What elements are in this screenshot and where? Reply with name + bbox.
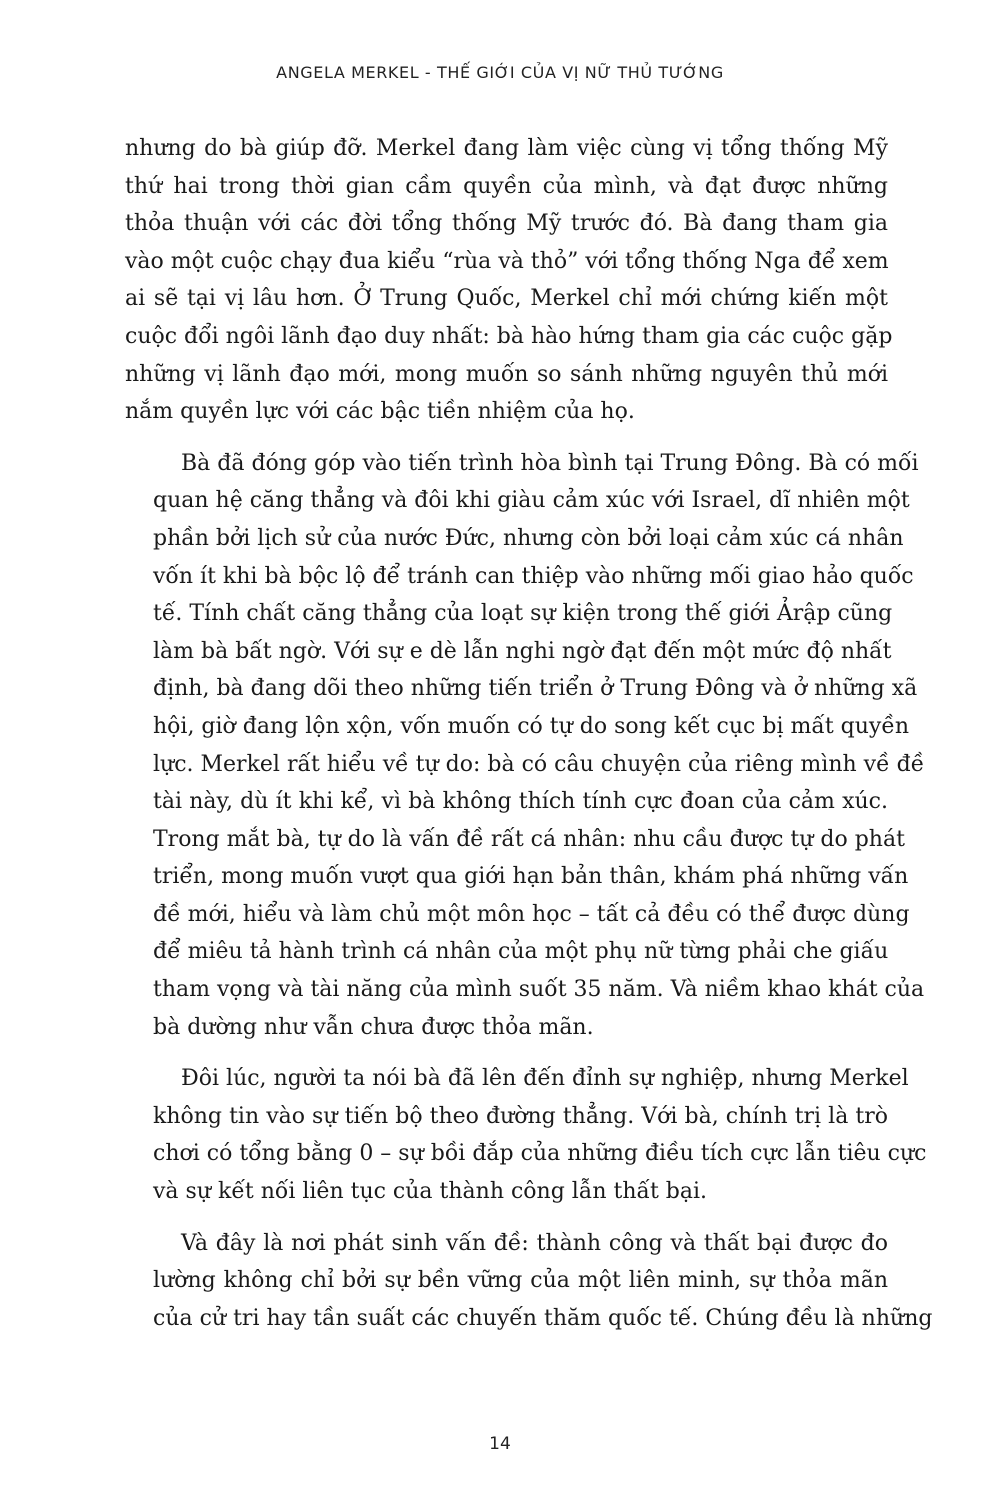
text-line: định, bà đang dõi theo những tiến triển ở Trung Đông và ở những xã bbox=[153, 676, 918, 702]
text-line: lực. Merkel rất hiểu về tự do: bà có câu chuyện của riêng mình về đề bbox=[153, 751, 925, 777]
text-line: nhưng do bà giúp đỡ. Merkel đang làm việc cùng vị tổng thống Mỹ bbox=[125, 136, 888, 161]
text-line: tế. Tính chất căng thẳng của loạt sự kiện trong thế giới Ảrập cũng bbox=[153, 601, 893, 627]
text-line: lường không chỉ bởi sự bền vững của một liên minh, sự thỏa mãn bbox=[153, 1268, 888, 1294]
text-line: Và đây là nơi phát sinh vấn đề: thành công và thất bại được đo bbox=[181, 1230, 888, 1256]
paragraph-3 bbox=[125, 1060, 927, 1210]
text-line: Đôi lúc, người ta nói bà đã lên đến đỉnh sự nghiệp, nhưng Merkel bbox=[181, 1066, 909, 1092]
page-number: 14 bbox=[489, 1434, 511, 1454]
text-line: vào một cuộc chạy đua kiểu “rùa và thỏ” với tổng thống Nga để xem bbox=[125, 248, 889, 274]
text-line: nắm quyền lực với các bậc tiền nhiệm của họ. bbox=[125, 399, 635, 425]
running-header: ANGELA MERKEL - THẾ GIỚI CỦA VỊ NỮ THỦ TƯỚNG bbox=[276, 63, 724, 82]
paragraph-2 bbox=[125, 445, 925, 1047]
paragraph-1 bbox=[125, 130, 893, 431]
text-line: quan hệ căng thẳng và đôi khi giàu cảm xúc với Israel, dĩ nhiên một bbox=[153, 488, 910, 514]
text-line: hội, giờ đang lộn xộn, vốn muốn có tự do song kết cục bị mất quyền bbox=[153, 713, 910, 739]
text-line: thỏa thuận với các đời tổng thống Mỹ trước đó. Bà đang tham gia bbox=[125, 211, 888, 237]
text-line: đề mới, hiểu và làm chủ một môn học – tất cả đều có thể được dùng bbox=[153, 901, 910, 927]
text-line: phần bởi lịch sử của nước Đức, nhưng còn bởi loại cảm xúc cá nhân bbox=[153, 525, 904, 551]
text-line: của cử tri hay tần suất các chuyến thăm quốc tế. Chúng đều là những bbox=[153, 1305, 933, 1331]
text-line: làm bà bất ngờ. Với sự e dè lẫn nghi ngờ đạt đến một mức độ nhất bbox=[153, 638, 892, 664]
text-line: vốn ít khi bà bộc lộ để tránh can thiệp vào những mối giao hảo quốc bbox=[153, 563, 914, 589]
text-line: ai sẽ tại vị lâu hơn. Ở Trung Quốc, Merkel chỉ mới chứng kiến một bbox=[125, 286, 888, 312]
text-line: tham vọng và tài năng của mình suốt 35 năm. Và niềm khao khát của bbox=[153, 977, 925, 1003]
text-line: cuộc đổi ngôi lãnh đạo duy nhất: bà hào hứng tham gia các cuộc gặp bbox=[125, 323, 893, 349]
text-line: triển, mong muốn vượt qua giới hạn bản thân, khám phá những vấn bbox=[153, 864, 909, 890]
body-text bbox=[125, 130, 933, 1351]
text-line: không tin vào sự tiến bộ theo đường thẳng. Với bà, chính trị là trò bbox=[153, 1103, 888, 1129]
text-line: thứ hai trong thời gian cầm quyền của mình, và đạt được những bbox=[125, 173, 888, 199]
text-line: Trong mắt bà, tự do là vấn đề rất cá nhân: nhu cầu được tự do phát bbox=[153, 826, 905, 852]
text-line: bà dường như vẫn chưa được thỏa mãn. bbox=[153, 1014, 594, 1040]
text-line: tài này, dù ít khi kể, vì bà không thích tính cực đoan của cảm xúc. bbox=[153, 789, 888, 815]
text-line: để miêu tả hành trình cá nhân của một phụ nữ từng phải che giấu bbox=[153, 939, 889, 965]
text-line: chơi có tổng bằng 0 – sự bồi đắp của những điều tích cực lẫn tiêu cực bbox=[153, 1141, 927, 1167]
text-line: Bà đã đóng góp vào tiến trình hòa bình tại Trung Đông. Bà có mối bbox=[181, 450, 919, 476]
paragraph-4 bbox=[125, 1225, 933, 1338]
text-line: và sự kết nối liên tục của thành công lẫn thất bại. bbox=[153, 1179, 708, 1205]
text-line: những vị lãnh đạo mới, mong muốn so sánh những nguyên thủ mới bbox=[125, 361, 888, 387]
